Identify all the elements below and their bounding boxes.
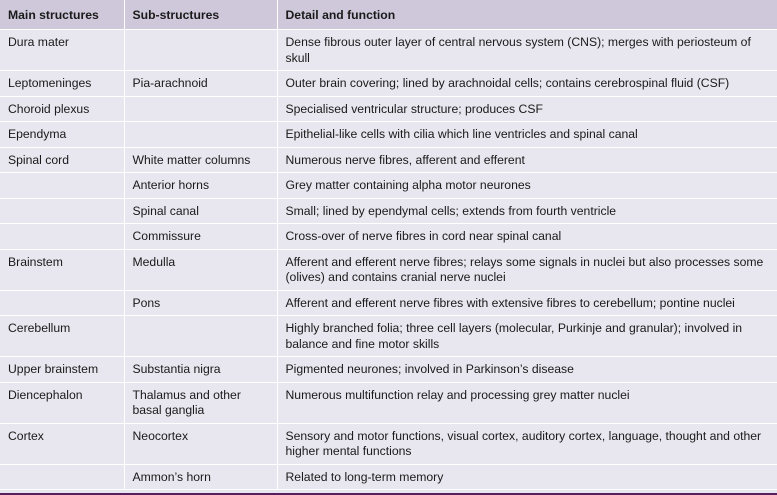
cell-sub: Neocortex: [124, 423, 277, 464]
header-row: [0, 0, 777, 30]
header-detail-function: Detail and function: [277, 0, 777, 30]
cell-main: Cerebellum: [0, 316, 124, 357]
cell-detail: Afferent and efferent nerve fibres; relays some signals in nuclei but also processes some (olives) and contains cranial nerve nuclei: [277, 249, 777, 290]
table-row: [0, 290, 777, 316]
table-row: [0, 464, 777, 490]
cell-sub: Anterior horns: [124, 173, 277, 199]
cell-main: [0, 464, 124, 490]
cell-main: Upper brainstem: [0, 357, 124, 383]
table-row: [0, 30, 777, 71]
cell-sub: Pons: [124, 290, 277, 316]
cell-detail: Dense fibrous outer layer of central nervous system (CNS); merges with periosteum of skull: [277, 30, 777, 71]
cell-sub: [124, 96, 277, 122]
table-row: [0, 249, 777, 290]
cell-main: Ependyma: [0, 122, 124, 148]
cell-sub: [124, 122, 277, 148]
table-row: [0, 423, 777, 464]
cell-sub: [124, 30, 277, 71]
cell-sub: Commissure: [124, 224, 277, 250]
cell-detail: Sensory and motor functions, visual cortex, auditory cortex, language, thought and other higher mental functions: [277, 423, 777, 464]
cell-sub: Spinal canal: [124, 198, 277, 224]
cell-sub: [124, 316, 277, 357]
cell-main: [0, 198, 124, 224]
cell-main: [0, 173, 124, 199]
cell-main: Cortex: [0, 423, 124, 464]
cell-sub: Ammon’s horn: [124, 464, 277, 490]
header-main-structures: Main structures: [0, 0, 124, 30]
table-row: [0, 224, 777, 250]
cell-detail: Numerous nerve fibres, afferent and efferent: [277, 147, 777, 173]
table-row: [0, 198, 777, 224]
cell-sub: Substantia nigra: [124, 357, 277, 383]
cell-sub: Thalamus and other basal ganglia: [124, 382, 277, 423]
cell-detail: Afferent and efferent nerve fibres with extensive fibres to cerebellum; pontine nuclei: [277, 290, 777, 316]
cell-detail: Grey matter containing alpha motor neurones: [277, 173, 777, 199]
header-sub-structures: Sub-structures: [124, 0, 277, 30]
table-row: [0, 96, 777, 122]
cell-main: [0, 224, 124, 250]
cell-main: Leptomeninges: [0, 71, 124, 97]
cell-main: Spinal cord: [0, 147, 124, 173]
table-row: [0, 122, 777, 148]
cell-detail: Outer brain covering; lined by arachnoidal cells; contains cerebrospinal fluid (CSF): [277, 71, 777, 97]
cell-sub: Medulla: [124, 249, 277, 290]
cell-sub: White matter columns: [124, 147, 277, 173]
cell-main: Diencephalon: [0, 382, 124, 423]
table-row: [0, 316, 777, 357]
table-header: [0, 0, 777, 30]
cell-detail: Related to long-term memory: [277, 464, 777, 490]
cell-main: [0, 290, 124, 316]
table-body: [0, 30, 777, 490]
cell-detail: Pigmented neurones; involved in Parkinson’s disease: [277, 357, 777, 383]
cell-main: Brainstem: [0, 249, 124, 290]
table-row: [0, 71, 777, 97]
cell-detail: Specialised ventricular structure; produces CSF: [277, 96, 777, 122]
table-row: [0, 173, 777, 199]
table-row: [0, 357, 777, 383]
cell-main: Choroid plexus: [0, 96, 124, 122]
cell-detail: Epithelial-like cells with cilia which line ventricles and spinal canal: [277, 122, 777, 148]
cell-detail: Numerous multifunction relay and processing grey matter nuclei: [277, 382, 777, 423]
cell-detail: Small; lined by ependymal cells; extends from fourth ventricle: [277, 198, 777, 224]
table-row: [0, 382, 777, 423]
cell-main: Dura mater: [0, 30, 124, 71]
cell-detail: Cross-over of nerve fibres in cord near spinal canal: [277, 224, 777, 250]
cell-detail: Highly branched folia; three cell layers (molecular, Purkinje and granular); involved in balance and fine motor skills: [277, 316, 777, 357]
cell-sub: Pia-arachnoid: [124, 71, 277, 97]
table-row: [0, 147, 777, 173]
